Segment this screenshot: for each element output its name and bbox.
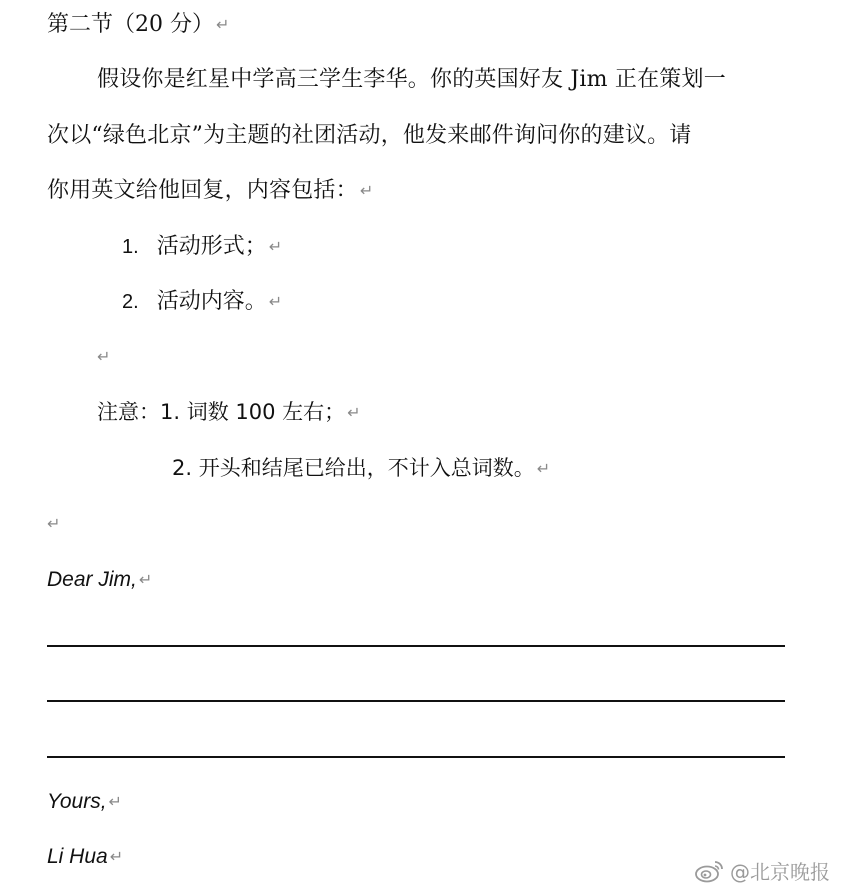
paragraph-mark: ↵ bbox=[97, 347, 111, 366]
writing-line bbox=[47, 756, 785, 758]
requirement-number: 2. bbox=[122, 291, 139, 313]
paragraph-mark: ↵ bbox=[138, 570, 153, 589]
letter-closing: Yours, ↵ bbox=[47, 790, 122, 813]
paragraph-mark: ↵ bbox=[268, 237, 283, 256]
task-paragraph-line-1: 假设你是红星中学高三学生李华。你的英国好友 Jim 正在策划一 bbox=[97, 67, 726, 92]
paragraph-mark: ↵ bbox=[109, 847, 124, 866]
letter-signature: Li Hua ↵ bbox=[47, 845, 124, 868]
watermark: @北京晚报 bbox=[694, 856, 830, 888]
section-title: 第二节（20 分） ↵ bbox=[47, 12, 230, 37]
task-paragraph-line-2: 次以“绿色北京”为主题的社团活动，他发来邮件询问你的建议。请 bbox=[47, 123, 692, 148]
empty-paragraph bbox=[95, 343, 110, 371]
empty-paragraph bbox=[45, 510, 60, 538]
paragraph-mark: ↵ bbox=[268, 292, 283, 311]
requirement-item-2: 2. 活动内容。 ↵ bbox=[122, 289, 283, 314]
requirement-number: 1. bbox=[122, 236, 139, 258]
letter-greeting: Dear Jim, ↵ bbox=[47, 568, 153, 591]
paragraph-mark: ↵ bbox=[359, 181, 374, 200]
paragraph-mark: ↵ bbox=[216, 15, 230, 34]
paragraph-mark: ↵ bbox=[47, 514, 61, 533]
requirement-item-1: 1. 活动形式； ↵ bbox=[122, 234, 283, 259]
paragraph-mark: ↵ bbox=[536, 459, 551, 478]
paragraph-mark: ↵ bbox=[108, 792, 122, 811]
paragraph-mark: ↵ bbox=[347, 403, 361, 422]
task-paragraph-line-3: 你用英文给他回复，内容包括： ↵ bbox=[47, 178, 374, 203]
notes-label: 注意： bbox=[97, 400, 160, 424]
writing-line bbox=[47, 700, 785, 702]
weibo-icon bbox=[694, 859, 724, 888]
notes-line-2: 2. 开头和结尾已给出，不计入总词数。 ↵ bbox=[172, 456, 551, 480]
notes-line-1: 注意：1. 词数 100 左右； ↵ bbox=[97, 400, 361, 424]
writing-line bbox=[47, 645, 785, 647]
